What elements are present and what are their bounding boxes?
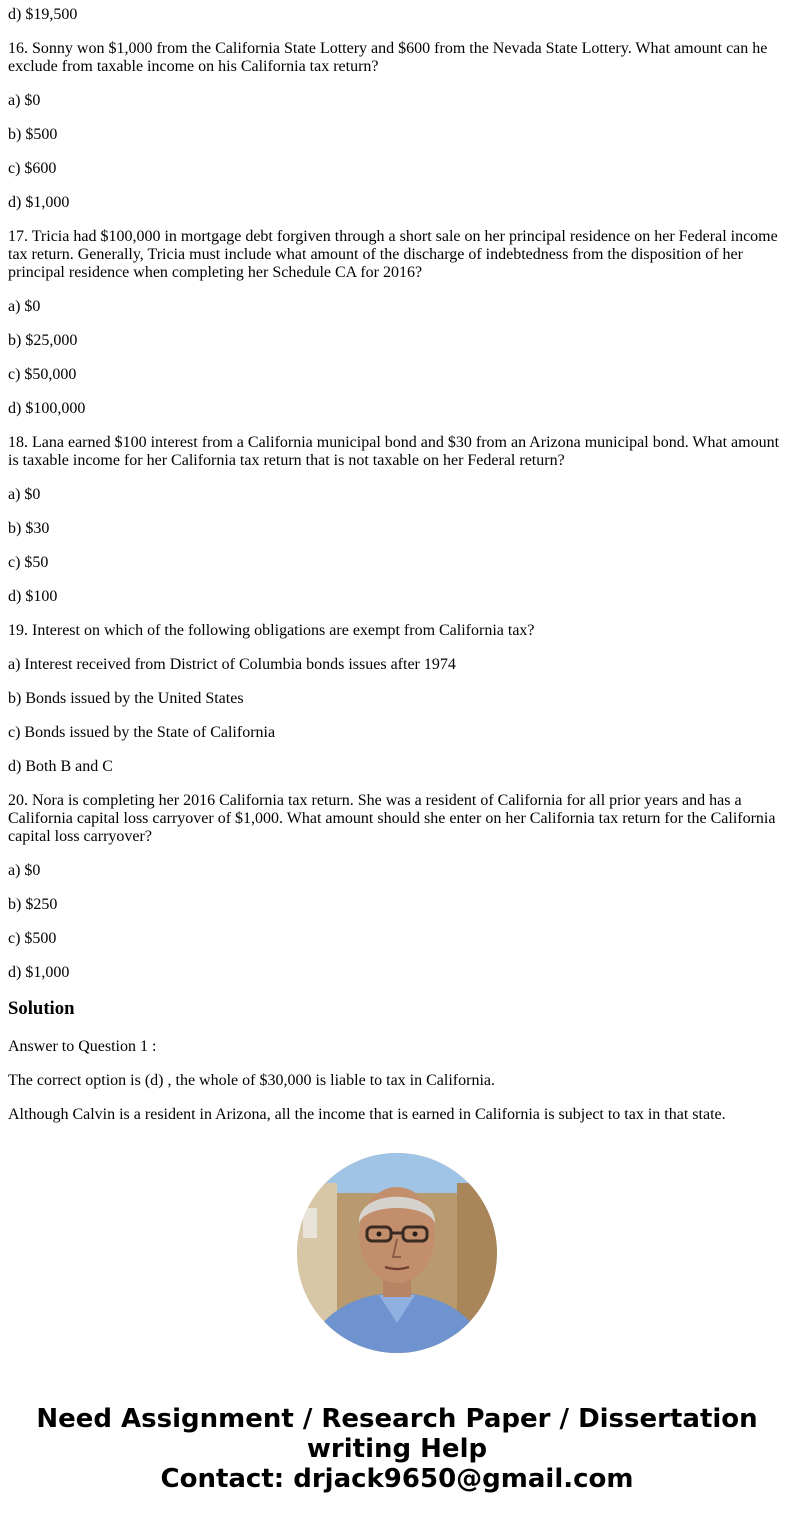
contact-banner [0, 1404, 794, 1494]
question-19: 19. Interest on which of the following obligations are exempt from California tax? [8, 622, 535, 639]
option-text: a) $0 [8, 486, 41, 503]
question-17: 17. Tricia had $100,000 in mortgage debt forgiven through a short sale on her principal residence on her Federal income tax return. Generally, Tricia must include what amount of the discharge of indebtedness from the disposition of her principal residence when completing her Schedule CA for 2016? [8, 228, 778, 281]
question-20: 20. Nora is completing her 2016 California tax return. She was a resident of California for all prior years and has a California capital loss carryover of $1,000. What amount should she enter on her California tax return for the California capital loss carryover? [8, 792, 776, 845]
option-text: b) Bonds issued by the United States [8, 690, 244, 707]
document-content [8, 0, 786, 1124]
question-16: 16. Sonny won $1,000 from the California State Lottery and $600 from the Nevada State Lottery. What amount can he exclude from taxable income on his California tax return? [8, 40, 768, 75]
solution-line: Although Calvin is a resident in Arizona, all the income that is earned in California is subject to tax in that state. [8, 1106, 726, 1123]
option-text: c) $500 [8, 930, 57, 947]
option-text: a) $0 [8, 862, 41, 879]
solution-heading: Solution [8, 998, 75, 1019]
option-text: a) Interest received from District of Columbia bonds issues after 1974 [8, 656, 456, 673]
solution-line: Answer to Question 1 : [8, 1038, 157, 1055]
option-text: a) $0 [8, 298, 41, 315]
option-text: c) Bonds issued by the State of California [8, 724, 276, 741]
question-18: 18. Lana earned $100 interest from a California municipal bond and $30 from an Arizona municipal bond. What amount is taxable income for her California tax return that is not taxable on her Federal return? [8, 434, 780, 469]
option-text: d) $1,000 [8, 194, 70, 211]
option-text: b) $25,000 [8, 332, 78, 349]
option-text: c) $50,000 [8, 366, 77, 383]
option-text: b) $30 [8, 520, 50, 537]
option-text: c) $600 [8, 160, 57, 177]
banner-line: writing Help [306, 1434, 488, 1464]
option-text: d) $1,000 [8, 964, 70, 981]
banner-contact-line: Contact: drjack9650@gmail.com [160, 1464, 634, 1494]
option-text: b) $500 [8, 126, 58, 143]
option-text: c) $50 [8, 554, 49, 571]
option-text: d) $100,000 [8, 400, 86, 417]
solution-line: The correct option is (d) , the whole of $30,000 is liable to tax in California. [8, 1072, 495, 1089]
option-text: b) $250 [8, 896, 58, 913]
author-photo [297, 1153, 497, 1353]
banner-line: Need Assignment / Research Paper / Dissertation [36, 1404, 758, 1434]
option-text: d) $100 [8, 588, 58, 605]
option-text: a) $0 [8, 92, 41, 109]
option-text: d) Both B and C [8, 758, 113, 775]
option-text: d) $19,500 [8, 6, 78, 23]
